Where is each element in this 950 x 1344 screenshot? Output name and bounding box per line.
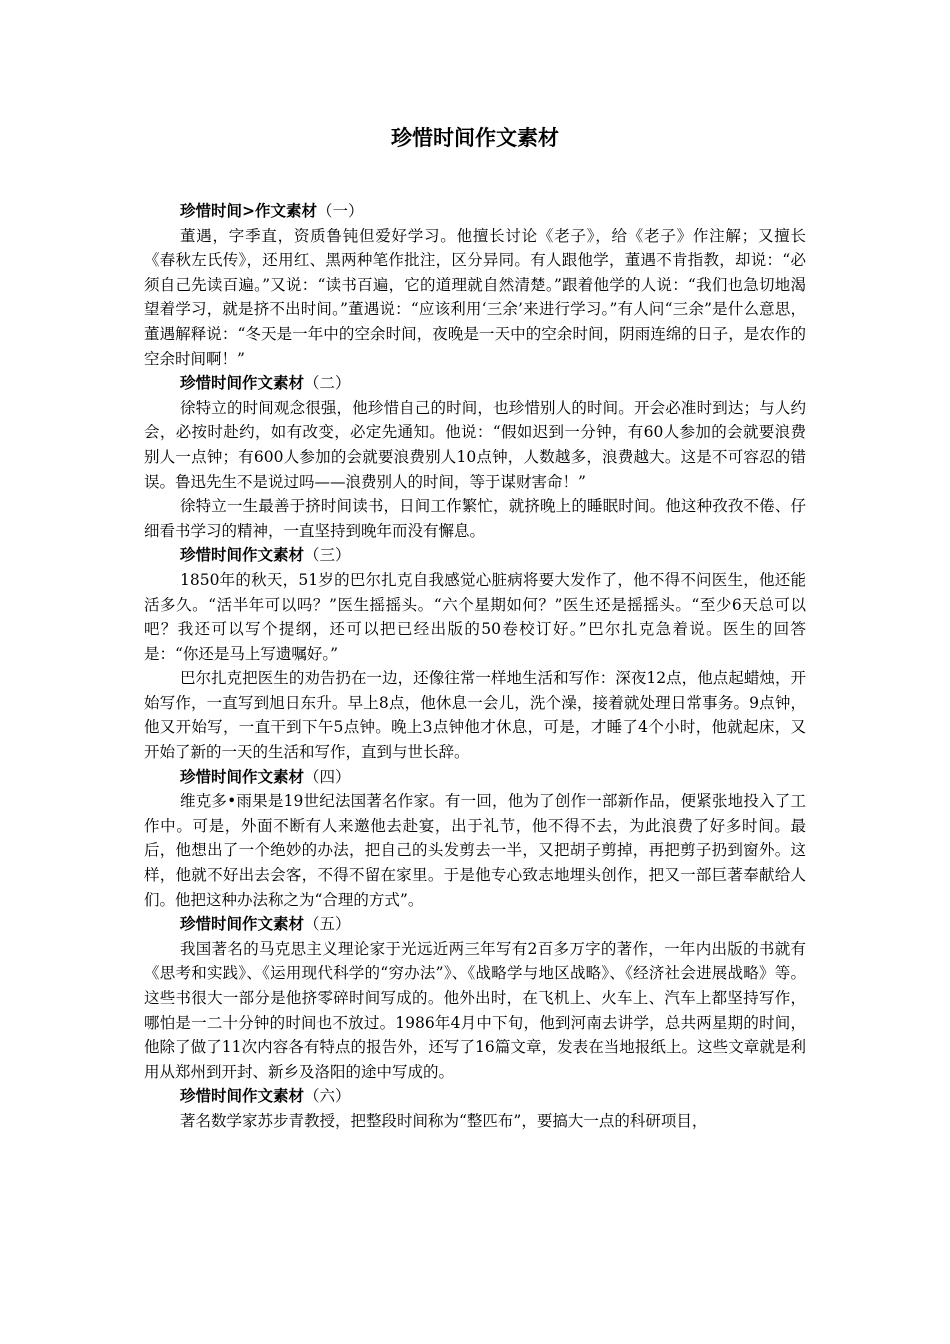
body-paragraph: 维克多•雨果是19世纪法国著名作家。有一回，他为了创作一部新作品，便紧张地投入了工作中。可是，外面不断有人来邀他去赴宴，出于礼节，他不得不去，为此浪费了好多时间。最后，他想出了一个绝妙的办法，把自己的头发剪去一半，又把胡子剪掉，再把剪子扔到窗外。这样，他就不好出去会客，不得不留在家里。于是他专心致志地埋头创作，把又一部巨著奉献给人们。他把这种办法称之为“合理的方式”。 — [144, 792, 806, 909]
section-heading — [144, 765, 806, 790]
body-paragraph: 巴尔扎克把医生的劝告扔在一边，还像往常一样地生活和写作：深夜12点，他点起蜡烛，开始写作，一直写到旭日东升。早上8点，他休息一会儿，洗个澡，接着就处理日常事务。9点钟，他又开始写，一直干到下午5点钟。晚上3点钟他才休息，可是，才睡了4个小时，他就起床，又开始了新的一天的生活和写作，直到与世长辞。 — [144, 669, 806, 762]
section-heading-number: （四） — [304, 767, 351, 786]
section-heading — [144, 1084, 806, 1109]
section-heading — [144, 912, 806, 937]
section-heading-number: （六） — [304, 1087, 351, 1106]
section-heading-title: 珍惜时间作文素材 — [180, 373, 305, 393]
body-paragraph: 我国著名的马克思主义理论家于光远近两三年写有2百多万字的著作，一年内出版的书就有《思考和实践》、《运用现代科学的“穷办法”》、《战略学与地区战略》、《经济社会进展战略》等。这些书很大一部分是他挤零碎时间写成的。他外出时，在飞机上、火车上、汽车上都坚持写作，哪怕是一二十分钟的时间也不放过。1986年4月中下旬，他到河南去讲学，总共两星期的时间，他除了做了11次内容各有特点的报告外，还写了16篇文章，发表在当地报纸上。这些文章就是利用从郑州到开封、新乡及洛阳的途中写成的。 — [144, 939, 806, 1081]
body-paragraph: 1850年的秋天，51岁的巴尔扎克自我感觉心脏病将要大发作了，他不得不问医生，他还能活多久。“活半年可以吗？”医生摇摇头。“六个星期如何？”医生还是摇摇头。“至少6天总可以吧？我还可以写个提纲，还可以把已经出版的50卷校订好。”巴尔扎克急着说。医生的回答是：“你还是马上写遗嘱好。” — [144, 570, 806, 663]
section-heading-number: （一） — [317, 202, 364, 220]
section-heading-number: （五） — [304, 915, 351, 934]
section-heading-number: （三） — [304, 546, 351, 565]
body-paragraph: 著名数学家苏步青教授，把整段时间称为“整匹布”，要搞大一点的科研项目， — [180, 1111, 708, 1130]
section-heading — [144, 371, 806, 396]
section-heading-title: 珍惜时间作文素材 — [180, 766, 305, 786]
document-title: 珍惜时间作文素材 — [391, 125, 559, 150]
section-heading — [144, 199, 806, 224]
section-heading-title: 珍惜时间作文素材 — [180, 1086, 305, 1106]
section-heading-title: 珍惜时间作文素材 — [180, 545, 305, 565]
body-paragraph: 徐特立一生最善于挤时间读书，日间工作繁忙，就挤晚上的睡眠时间。他这种孜孜不倦、仔细看书学习的精神，一直坚持到晚年而没有懈息。 — [144, 497, 806, 540]
body-paragraph: 董遇，字季直，资质鲁钝但爱好学习。他擅长讨论《老子》，给《老子》作注解；又擅长《春秋左氏传》，还用红、黑两种笔作批注，区分异同。有人跟他学，董遇不肯指教，却说：“必须自己先读百遍。”又说：“读书百遍，它的道理就自然清楚。”跟着他学的人说：“我们也急切地渴望着学习，就是挤不出时间。”董遇说：“应该利用‘三余’来进行学习。”有人问“三余”是什么意思，董遇解释说：“冬天是一年中的空余时间，夜晚是一天中的空余时间，阴雨连绵的日子，是农作的空余时间啊！” — [144, 226, 806, 368]
body-paragraph: 徐特立的时间观念很强，他珍惜自己的时间，也珍惜别人的时间。开会必准时到达；与人约会，必按时赴约，如有改变，必定先通知。他说：“假如迟到一分钟，有60人参加的会就要浪费别人一点钟；有600人参加的会就要浪费别人10点钟，人数越多，浪费越大。这是不可容忍的错误。鲁迅先生不是说过吗——浪费别人的时间，等于谋财害命！” — [144, 398, 806, 491]
section-heading-number: （二） — [304, 374, 351, 393]
document-body — [144, 199, 806, 1134]
section-heading-title: 珍惜时间作文素材 — [180, 914, 305, 934]
section-heading-title: 珍惜时间>作文素材 — [180, 201, 317, 220]
section-heading — [144, 543, 806, 568]
